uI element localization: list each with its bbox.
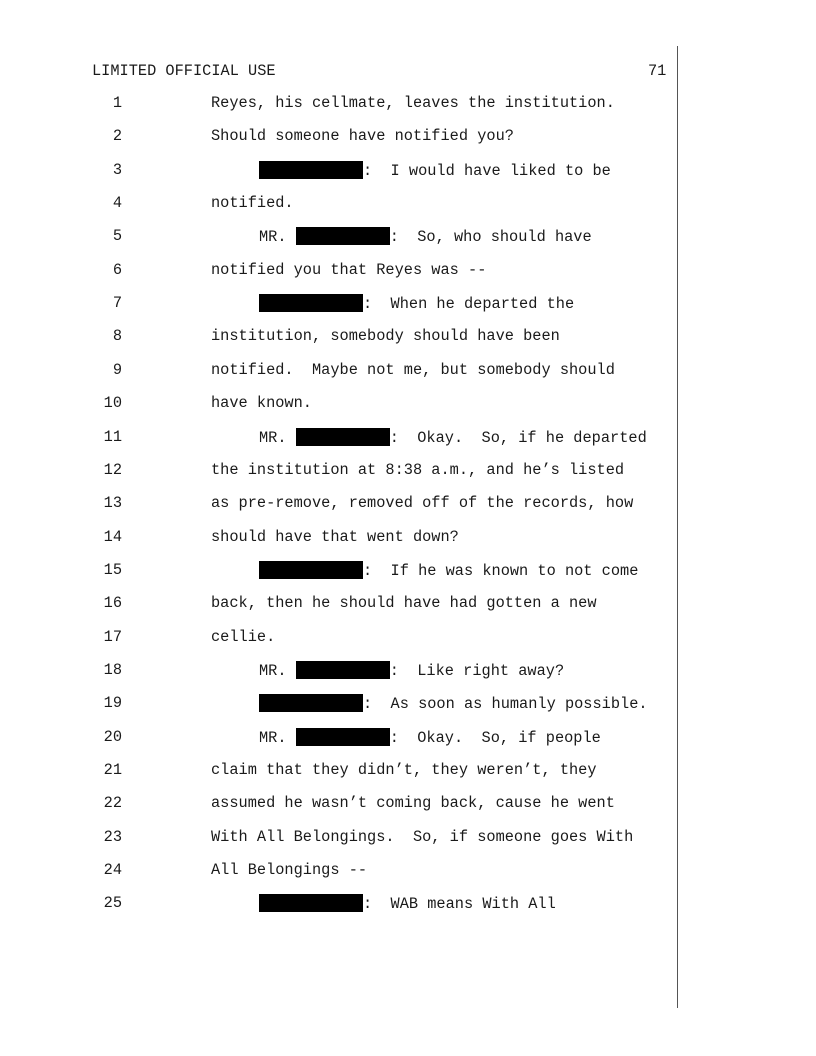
transcript-line: [0, 327, 677, 347]
line-content: notified. Maybe not me, but somebody should: [211, 360, 615, 379]
line-content: : WAB means With All: [363, 895, 556, 914]
line-number: 17: [103, 627, 122, 646]
redaction-box: [296, 728, 390, 746]
transcript-line: [0, 294, 677, 314]
page-number: 71: [648, 62, 667, 80]
line-number: 4: [112, 194, 122, 213]
line-text: [259, 661, 564, 680]
transcript-line: [0, 594, 677, 614]
line-text: [211, 594, 597, 612]
line-number: 12: [103, 460, 122, 479]
transcript-line: [0, 694, 677, 714]
line-number: 13: [103, 494, 122, 513]
transcript-line: [0, 894, 677, 914]
speaker-prefix: MR.: [259, 728, 296, 747]
transcript-line: [0, 127, 677, 147]
redaction-box: [296, 661, 390, 679]
line-content: back, then he should have had gotten a new: [211, 594, 597, 613]
transcript-line: [0, 761, 677, 781]
redaction-box: [259, 294, 363, 312]
transcript-line: [0, 428, 677, 448]
line-number: 2: [112, 127, 122, 146]
line-text: [259, 428, 647, 447]
line-text: [211, 761, 597, 779]
line-content: assumed he wasn’t coming back, cause he went: [211, 794, 615, 813]
line-text: [211, 361, 615, 379]
line-number: 3: [112, 160, 122, 179]
line-text: [259, 294, 574, 313]
line-text: [259, 561, 638, 580]
redaction-box: [296, 428, 390, 446]
transcript-line: [0, 227, 677, 247]
line-text: [211, 327, 560, 345]
line-number: 22: [103, 794, 122, 813]
line-content: All Belongings --: [211, 861, 368, 880]
speaker-prefix: MR.: [259, 428, 296, 447]
speaker-prefix: MR.: [259, 661, 296, 680]
line-content: notified you that Reyes was --: [211, 260, 487, 279]
line-number: 23: [103, 827, 122, 846]
line-content: With All Belongings. So, if someone goes With: [211, 827, 634, 846]
line-text: [211, 194, 294, 212]
line-content: notified.: [211, 194, 294, 213]
line-content: : When he departed the: [363, 295, 575, 314]
line-content: : Like right away?: [389, 661, 565, 680]
line-content: : Okay. So, if he departed: [389, 428, 647, 447]
line-number: 10: [103, 394, 122, 413]
transcript-line: [0, 161, 677, 181]
transcript-line: [0, 728, 677, 748]
line-text: [259, 694, 648, 713]
transcript-line: [0, 828, 677, 848]
line-text: [259, 227, 592, 246]
transcript-line: [0, 461, 677, 481]
line-text: [211, 861, 367, 879]
line-text: [211, 494, 633, 512]
transcript-line: [0, 528, 677, 548]
line-text: [211, 794, 615, 812]
line-text: [211, 628, 275, 646]
line-content: as pre-remove, removed off of the records, how: [211, 494, 634, 513]
line-number: 18: [103, 660, 122, 679]
line-content: : So, who should have: [389, 228, 592, 247]
line-number: 15: [103, 560, 122, 579]
transcript-line: [0, 494, 677, 514]
transcript-line: [0, 94, 677, 114]
line-text: [211, 528, 459, 546]
transcript-line: [0, 394, 677, 414]
line-content: have known.: [211, 394, 312, 413]
line-text: [211, 461, 624, 479]
line-text: [259, 161, 611, 180]
line-number: 8: [112, 327, 122, 346]
line-content: should have that went down?: [211, 527, 459, 546]
line-text: [211, 261, 486, 279]
line-number: 5: [112, 227, 122, 246]
line-content: claim that they didn’t, they weren’t, they: [211, 761, 597, 779]
line-number: 6: [112, 260, 122, 279]
line-content: cellie.: [211, 627, 276, 646]
line-number: 9: [112, 360, 122, 379]
line-number: 7: [112, 294, 122, 313]
transcript-line: [0, 261, 677, 281]
line-text: [211, 828, 633, 846]
line-content: : As soon as humanly possible.: [363, 695, 648, 714]
transcript-line: [0, 661, 677, 681]
line-content: Should someone have notified you?: [211, 127, 514, 146]
redaction-box: [296, 227, 390, 245]
line-number: 20: [103, 727, 122, 746]
line-number: 14: [103, 527, 122, 546]
line-content: : If he was known to not come: [363, 561, 639, 580]
line-text: [211, 127, 514, 145]
redaction-box: [259, 694, 363, 712]
classification-header: LIMITED OFFICIAL USE: [92, 62, 276, 80]
transcript-line: [0, 861, 677, 881]
line-number: 25: [103, 894, 122, 913]
redaction-box: [259, 161, 363, 179]
transcript-line: [0, 628, 677, 648]
line-content: : I would have liked to be: [363, 161, 611, 180]
line-content: the institution at 8:38 a.m., and he’s listed: [211, 460, 625, 479]
transcript-line: [0, 194, 677, 214]
line-text: [259, 894, 556, 913]
right-margin-rule: [677, 46, 678, 1008]
redaction-box: [259, 894, 363, 912]
line-number: 11: [103, 427, 122, 446]
line-content: institution, somebody should have been: [211, 327, 560, 346]
line-number: 1: [112, 94, 122, 112]
line-number: 16: [103, 594, 122, 613]
transcript-line: [0, 794, 677, 814]
transcript-line: [0, 561, 677, 581]
line-content: Reyes, his cellmate, leaves the institution.: [211, 94, 615, 112]
line-text: [211, 394, 312, 412]
line-content: : Okay. So, if people: [389, 728, 601, 747]
line-text: [211, 94, 615, 112]
line-number: 19: [103, 694, 122, 713]
line-number: 21: [103, 761, 122, 779]
speaker-prefix: MR.: [259, 228, 296, 247]
redaction-box: [259, 561, 363, 579]
transcript-line: [0, 361, 677, 381]
line-number: 24: [103, 861, 122, 880]
line-text: [259, 728, 601, 747]
